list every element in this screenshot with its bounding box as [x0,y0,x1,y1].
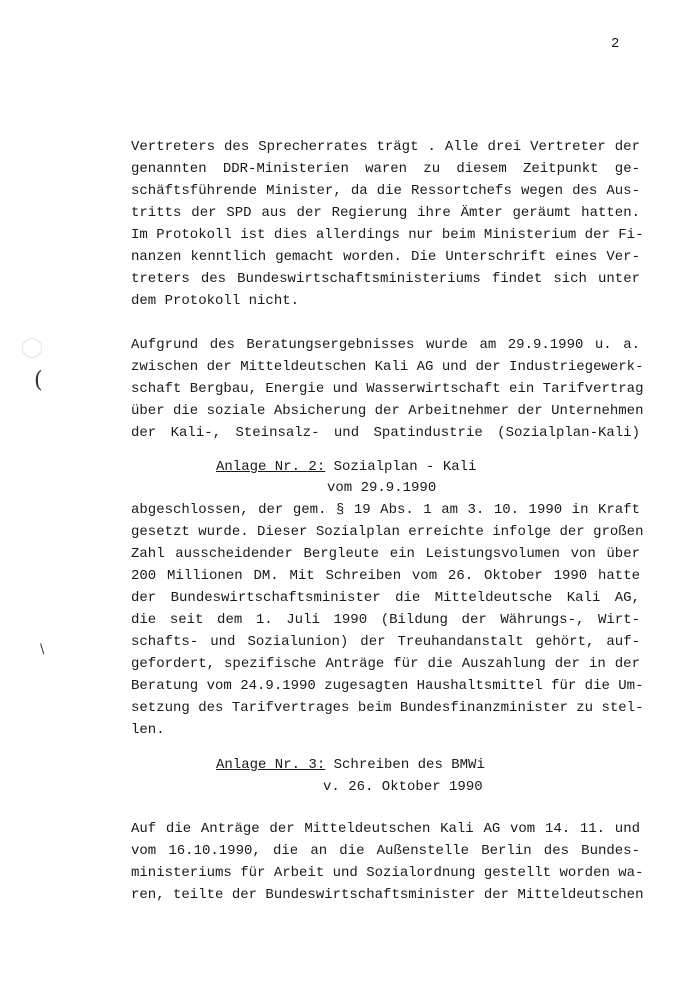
margin-bracket-mark: ( [34,368,43,393]
text-line: ministeriums für Arbeit und Sozialordnung gestellt worden wa- [131,865,644,881]
text-line: len. [131,722,165,738]
text-line: die seit dem 1. Juli 1990 (Bildung der Währungs-, Wirt- [131,612,640,628]
page-number: 2 [611,36,620,52]
text-line: tritts der SPD aus der Regierung ihre Ämter geräumt hatten. [131,205,640,221]
annex-3-heading [216,755,485,775]
punch-hole-mark [22,338,42,358]
text-line: gefordert, spezifische Anträge für die Auszahlung der in der [131,656,640,672]
annex-3-title: Schreiben des BMWi [333,757,485,773]
text-line: zwischen der Mitteldeutschen Kali AG und der Industriegewerk- [131,359,644,375]
text-line: Auf die Anträge der Mitteldeutschen Kali AG vom 14. 11. und [131,821,640,837]
margin-tick-mark: \ [40,642,45,657]
text-line: Im Protokoll ist dies allerdings nur beim Ministerium der Fi- [131,227,644,243]
text-line: abgeschlossen, der gem. § 19 Abs. 1 am 3. 10. 1990 in Kraft [131,502,640,518]
text-line: setzung des Tarifvertrages beim Bundesfinanzminister zu stel- [131,700,644,716]
text-line: vom 16.10.1990, die an die Außenstelle Berlin des Bundes- [131,843,640,859]
annex-2-label: Anlage Nr. 2: [216,459,326,475]
text-line: nanzen kenntlich gemacht worden. Die Unterschrift eines Ver- [131,249,640,265]
annex-3-label: Anlage Nr. 3: [216,757,326,773]
annex-3-date: v. 26. Oktober 1990 [323,779,483,795]
text-line: dem Protokoll nicht. [131,293,300,309]
text-line: gesetzt wurde. Dieser Sozialplan erreichte infolge der großen [131,524,644,540]
text-line: Beratung vom 24.9.1990 zugesagten Haushaltsmittel für die Um- [131,678,644,694]
text-line: ren, teilte der Bundeswirtschaftsminister der Mitteldeutschen [131,887,644,903]
text-line: schaft Bergbau, Energie und Wasserwirtschaft ein Tarifvertrag [131,381,644,397]
text-line: 200 Millionen DM. Mit Schreiben vom 26. Oktober 1990 hatte [131,568,640,584]
text-line: der Bundeswirtschaftsminister die Mitteldeutsche Kali AG, [131,590,640,606]
text-line: über die soziale Absicherung der Arbeitnehmer der Unternehmen [131,403,644,419]
text-line: Zahl ausscheidender Bergleute ein Leistungsvolumen von über [131,546,640,562]
text-line: treters des Bundeswirtschaftsministeriums findet sich unter [131,271,640,287]
text-line: der Kali-, Steinsalz- und Spatindustrie (Sozialplan-Kali) [131,425,640,441]
annex-2-heading [216,457,476,477]
text-line: schafts- und Sozialunion) der Treuhandanstalt gehört, auf- [131,634,640,650]
text-line: Aufgrund des Beratungsergebnisses wurde am 29.9.1990 u. a. [131,337,640,353]
text-line: schäftsführende Minister, da die Ressortchefs wegen des Aus- [131,183,640,199]
text-line: Vertreters des Sprecherrates trägt . Alle drei Vertreter der [131,139,640,155]
annex-2-title: Sozialplan - Kali [333,459,477,475]
annex-2-date: vom 29.9.1990 [327,480,437,496]
text-line: genannten DDR-Ministerien waren zu diesem Zeitpunkt ge- [131,161,640,177]
